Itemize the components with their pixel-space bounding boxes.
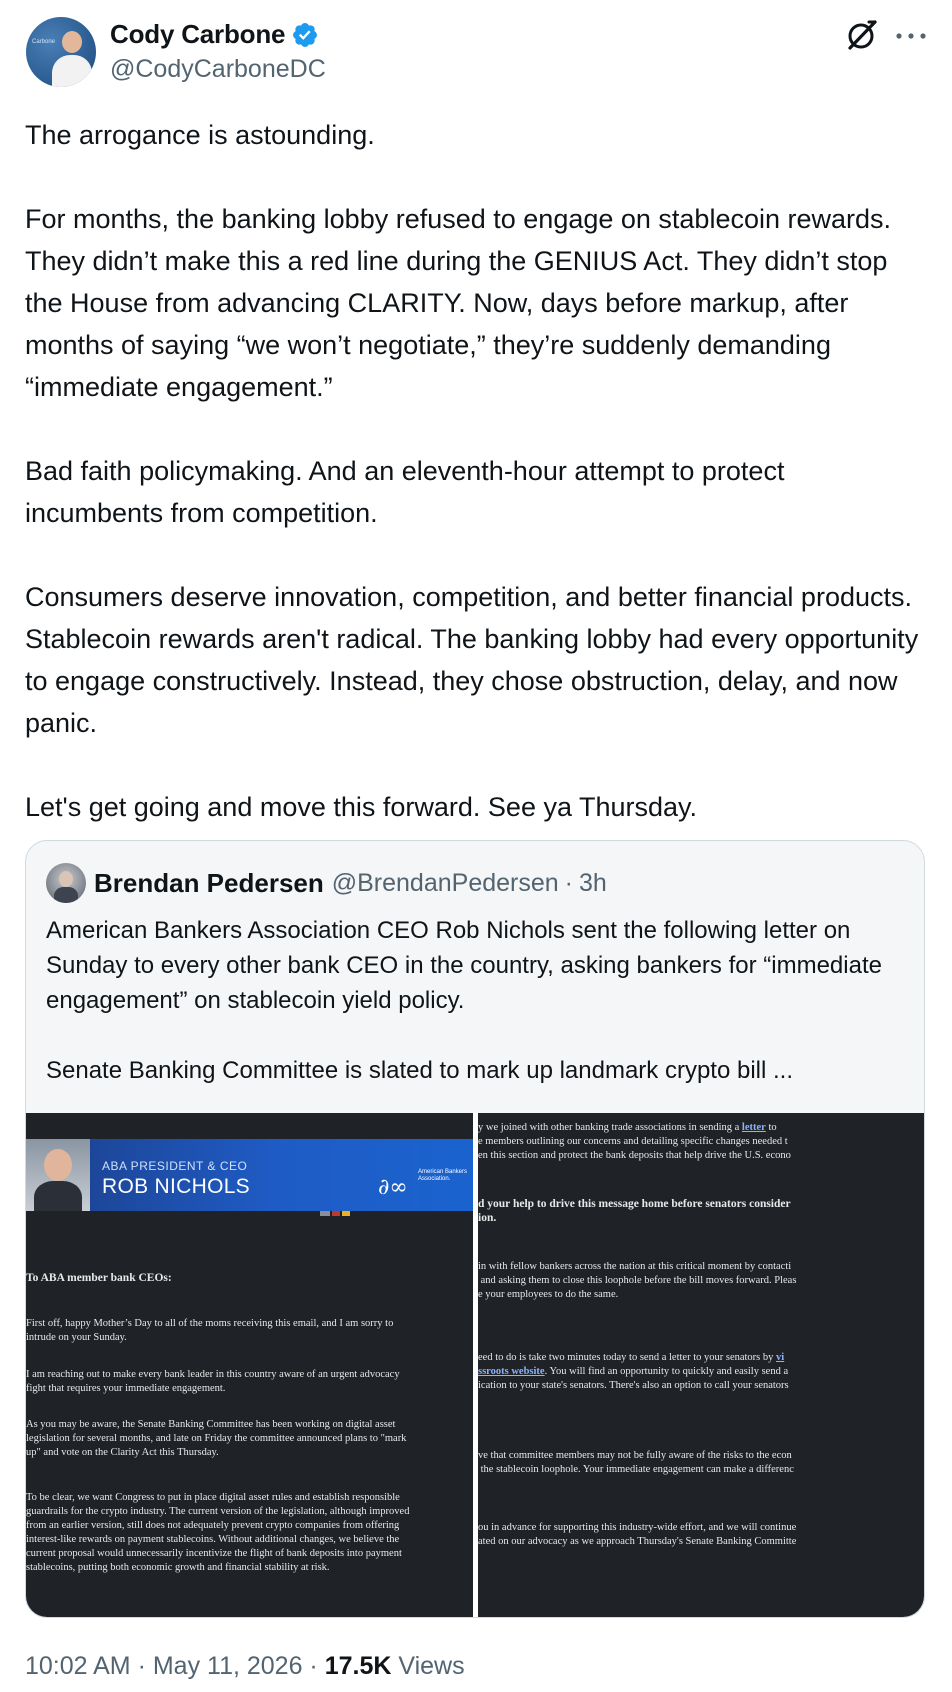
quoted-tweet-body: American Bankers Association CEO Rob Nichols sent the following letter on Sunday to every other bank CEO in the country, asking bankers for “immediate engagement” on stablecoin yield policy. Senate Banking Committee is slated to mark up landmark crypto bill ... bbox=[46, 917, 882, 1084]
quoted-author-name[interactable]: Brendan Pedersen bbox=[94, 867, 324, 898]
author-avatar[interactable] bbox=[26, 17, 96, 87]
letter-paragraph: in with fellow bankers across the nation at this critical moment by contacti and asking them to close this loophole before the bill moves forward. Pleas e your employees to do the same. bbox=[478, 1261, 797, 1300]
letter-paragraph: I am reaching out to make every bank leader in this country aware of an urgent advocacy fight that requires your immediate engagement. bbox=[26, 1369, 400, 1394]
letter-paragraph: First off, happy Mother’s Day to all of the moms receiving this email, and I am sorry to intrude on your Sunday. bbox=[26, 1318, 394, 1343]
letter-paragraph: y we joined with other banking trade associations in sending a letter to e members outlining our concerns and detailing specific changes needed t en this section and protect the bank deposits that help drive the U.S. econo bbox=[478, 1122, 791, 1161]
banner-title: ROB NICHOLS bbox=[102, 1175, 250, 1198]
letter-paragraph: To be clear, we want Congress to put in place digital asset rules and establish responsible guardrails for the crypto industry. The current version of the legislation, although improved from an earlier version, still does not adequately prevent crypto companies from offering interest-like rewards on payment stablecoins. Without additional changes, we believe the current proposal would unnecessarily incentivize the flight of bank deposits into payment stablecoins, putting both economic growth and financial stability at risk. bbox=[26, 1492, 410, 1573]
banner-stripe-red bbox=[332, 1211, 340, 1216]
author-name-row bbox=[110, 19, 319, 50]
letter-paragraph: As you may be aware, the Senate Banking Committee has been working on digital asset legislation for several months, and late on Friday the committee announced plans to "mark up" and vote on the Clarity Act this Thursday. bbox=[26, 1419, 407, 1458]
quoted-avatar-head bbox=[59, 871, 73, 887]
author-handle[interactable]: @CodyCarboneDC bbox=[110, 55, 326, 83]
letter-link[interactable]: vi bbox=[776, 1352, 785, 1363]
quoted-tweet-header bbox=[46, 863, 607, 903]
avatar-caption: Carbone bbox=[32, 39, 56, 45]
aba-banner bbox=[26, 1139, 473, 1211]
letter-image-left[interactable] bbox=[26, 1113, 473, 1618]
letter-image-right[interactable] bbox=[478, 1113, 925, 1618]
letter-paragraph: d your help to drive this message home before senators consider ion. bbox=[478, 1198, 791, 1224]
quoted-author-avatar[interactable] bbox=[46, 863, 86, 903]
banner-stripe-gold bbox=[342, 1211, 350, 1216]
quoted-timestamp[interactable]: 3h bbox=[579, 868, 607, 897]
aba-logo-icon: ∂∞ bbox=[378, 1175, 408, 1200]
ceo-photo bbox=[26, 1139, 90, 1211]
quoted-avatar-body bbox=[54, 887, 78, 903]
verified-badge-icon bbox=[291, 21, 319, 49]
letter-paragraph: ou in advance for supporting this industry-wide effort, and we will continue ated on our advocacy as we approach Thursday's Senate Banking Committe bbox=[478, 1522, 797, 1547]
letter-link[interactable]: ssroots website bbox=[478, 1366, 545, 1377]
letter-link[interactable]: letter bbox=[741, 1122, 766, 1133]
quoted-media bbox=[26, 1113, 925, 1618]
quoted-author-handle[interactable]: @BrendanPedersen bbox=[331, 868, 559, 897]
tweet-timestamp[interactable]: 10:02 AM · May 11, 2026 · bbox=[25, 1652, 325, 1680]
tweet-body: The arrogance is astounding. For months, the banking lobby refused to engage on stablecoin rewards. They didn’t make this a red line during the GENIUS Act. They didn’t stop the House from advancing CLARITY. Now, days before markup, after months of saying “we won’t negotiate,” they’re suddenly demanding “immediate engagement.” Bad faith policymaking. And an eleventh-hour attempt to protect incumbents from competition. Consumers deserve innovation, competition, and better financial products. Stablecoin rewards aren't radical. The banking lobby had every opportunity to engage constructively. Instead, they chose obstruction, delay, and now panic. Let's get going and move this forward. See ya Thursday. bbox=[25, 120, 919, 822]
tweet-header bbox=[26, 17, 926, 89]
banner-subtitle: ABA PRESIDENT & CEO bbox=[102, 1159, 248, 1173]
ceo-photo-head bbox=[44, 1149, 72, 1181]
views-count: 17.5K bbox=[324, 1652, 392, 1680]
avatar-body bbox=[52, 55, 92, 87]
letter-paragraph: eed to do is take two minutes today to send a letter to your senators by vi ssroots website. You will find an opportunity to quickly and easily send a ication to your state's senators. There's also an option to call your senators bbox=[478, 1352, 789, 1391]
author-name[interactable]: Cody Carbone bbox=[110, 19, 286, 49]
aba-logo-text: American Bankers Association. bbox=[418, 1169, 468, 1182]
tweet-footer bbox=[25, 1652, 465, 1681]
letter-paragraph: ve that committee members may not be fully aware of the risks to the econ the stablecoin loophole. Your immediate engagement can make a differenc bbox=[478, 1450, 794, 1475]
grok-icon[interactable] bbox=[844, 17, 880, 53]
quoted-separator: · bbox=[564, 868, 573, 897]
views-label: Views bbox=[391, 1652, 465, 1680]
banner-stripe-gray bbox=[320, 1211, 330, 1216]
ceo-photo-body bbox=[34, 1181, 82, 1211]
letter-salutation: To ABA member bank CEOs: bbox=[26, 1272, 172, 1284]
avatar-head bbox=[62, 31, 82, 53]
more-options-icon[interactable] bbox=[894, 31, 928, 41]
quoted-tweet[interactable] bbox=[25, 840, 925, 1618]
